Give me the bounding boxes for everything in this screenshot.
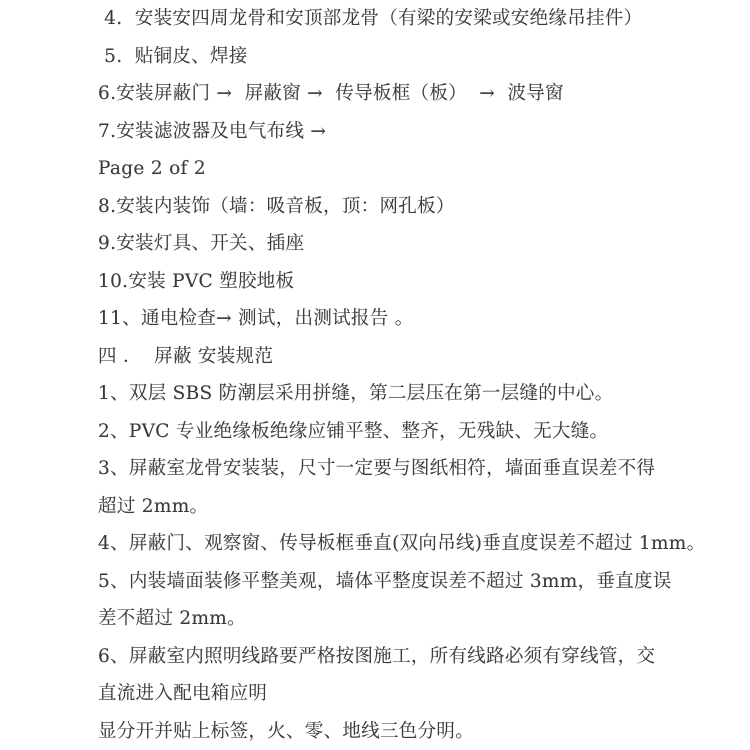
step-item-11: 11、通电检查→ 测试，出测试报告 。 bbox=[98, 308, 414, 329]
spec-item-3: 3、屏蔽室龙骨安装装，尺寸一定要与图纸相符，墙面垂直误差不得 bbox=[98, 458, 656, 479]
spec-item-4: 4、屏蔽门、观察窗、传导板框垂直(双向吊线)垂直度误差不超过 1mm。 bbox=[98, 533, 706, 554]
step-item-8: 8.安装内装饰（墙：吸音板，顶：网孔板） bbox=[98, 195, 455, 217]
page-number-label: Page 2 of 2 bbox=[98, 158, 206, 179]
step-item-9: 9.安装灯具、开关、插座 bbox=[98, 233, 305, 254]
spec-item-1: 1、双层 SBS 防潮层采用拼缝，第二层压在第一层缝的中心。 bbox=[98, 383, 614, 404]
spec-item-2: 2、PVC 专业绝缘板绝缘应铺平整、整齐，无残缺、无大缝。 bbox=[98, 420, 609, 442]
spec-item-5: 5、内装墙面装修平整美观，墙体平整度误差不超过 3mm，垂直度误 bbox=[98, 570, 672, 592]
step-item-5: 5. 贴铜皮、焊接 bbox=[98, 45, 248, 67]
spec-item-3-continued: 超过 2mm。 bbox=[98, 495, 209, 517]
spec-item-6-continued-2: 显分开并贴上标签，火、零、地线三色分明。 bbox=[98, 720, 475, 742]
spec-item-6-continued: 直流进入配电箱应明 bbox=[98, 683, 268, 704]
step-item-4: 4. 安装安四周龙骨和安顶部龙骨（有梁的安梁或安绝缘吊挂件） bbox=[98, 8, 643, 29]
spec-item-6: 6、屏蔽室内照明线路要严格按图施工，所有线路必须有穿线管，交 bbox=[98, 645, 656, 667]
step-item-7: 7.安装滤波器及电气布线 → bbox=[98, 120, 327, 142]
spec-item-5-continued: 差不超过 2mm。 bbox=[98, 608, 246, 629]
step-item-6: 6.安装屏蔽门 → 屏蔽窗 → 传导板框（板） → 波导窗 bbox=[98, 83, 564, 104]
section-heading-4: 四 ． 屏蔽 安装规范 bbox=[98, 345, 274, 367]
step-item-10: 10.安装 PVC 塑胶地板 bbox=[98, 270, 295, 292]
